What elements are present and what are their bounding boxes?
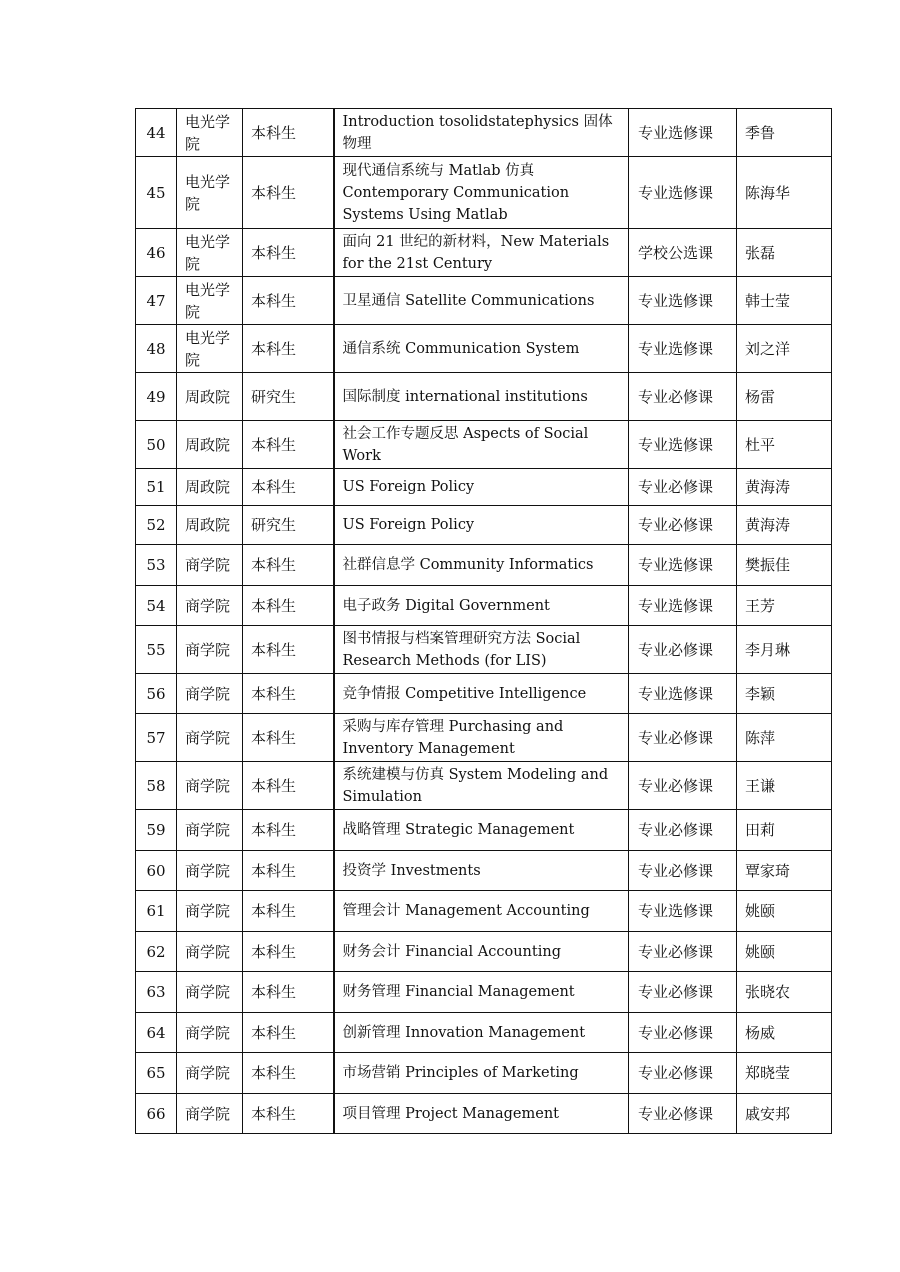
table-row (136, 421, 832, 469)
teacher-cell: 黄海涛 (737, 506, 832, 545)
teacher-cell: 姚颐 (737, 932, 832, 972)
course-name-cell: 采购与库存管理 Purchasing and Inventory Management (334, 714, 629, 762)
student-level-cell: 本科生 (243, 626, 334, 674)
table-row (136, 469, 832, 506)
teacher-cell: 陈萍 (737, 714, 832, 762)
course-type-cell: 专业必修课 (629, 1094, 737, 1134)
row-number: 59 (136, 810, 177, 851)
college-cell: 商学院 (177, 1053, 243, 1094)
student-level-cell: 本科生 (243, 762, 334, 810)
table-row (136, 506, 832, 545)
course-name-cell: 社会工作专题反思 Aspects of Social Work (334, 421, 629, 469)
row-number: 44 (136, 109, 177, 157)
teacher-cell: 覃家琦 (737, 851, 832, 891)
course-name-cell: 市场营销 Principles of Marketing (334, 1053, 629, 1094)
college-cell: 商学院 (177, 714, 243, 762)
student-level-cell: 本科生 (243, 714, 334, 762)
row-number: 49 (136, 373, 177, 421)
course-name-cell: 战略管理 Strategic Management (334, 810, 629, 851)
teacher-cell: 李月琳 (737, 626, 832, 674)
course-name-cell: 管理会计 Management Accounting (334, 891, 629, 932)
student-level-cell: 本科生 (243, 157, 334, 229)
table-row (136, 810, 832, 851)
row-number: 61 (136, 891, 177, 932)
student-level-cell: 本科生 (243, 586, 334, 626)
row-number: 48 (136, 325, 177, 373)
course-name-cell: 财务会计 Financial Accounting (334, 932, 629, 972)
student-level-cell: 本科生 (243, 469, 334, 506)
student-level-cell: 本科生 (243, 109, 334, 157)
course-name-cell: 电子政务 Digital Government (334, 586, 629, 626)
course-type-cell: 专业必修课 (629, 1013, 737, 1053)
course-type-cell: 专业选修课 (629, 545, 737, 586)
course-type-cell: 专业必修课 (629, 1053, 737, 1094)
table-body (136, 109, 832, 1134)
row-number: 51 (136, 469, 177, 506)
student-level-cell: 本科生 (243, 674, 334, 714)
course-type-cell: 专业选修课 (629, 674, 737, 714)
student-level-cell: 本科生 (243, 545, 334, 586)
college-cell: 商学院 (177, 1094, 243, 1134)
table-row (136, 762, 832, 810)
student-level-cell: 本科生 (243, 932, 334, 972)
college-cell: 商学院 (177, 932, 243, 972)
college-cell: 商学院 (177, 545, 243, 586)
student-level-cell: 本科生 (243, 421, 334, 469)
row-number: 63 (136, 972, 177, 1013)
course-name-cell: 国际制度 international institutions (334, 373, 629, 421)
college-cell: 商学院 (177, 626, 243, 674)
course-type-cell: 专业必修课 (629, 373, 737, 421)
table-row (136, 932, 832, 972)
table-row (136, 277, 832, 325)
table-row (136, 586, 832, 626)
student-level-cell: 本科生 (243, 1053, 334, 1094)
row-number: 64 (136, 1013, 177, 1053)
table-row (136, 109, 832, 157)
table-row (136, 1013, 832, 1053)
student-level-cell: 研究生 (243, 373, 334, 421)
course-type-cell: 专业必修课 (629, 469, 737, 506)
table-row (136, 972, 832, 1013)
table-row (136, 1053, 832, 1094)
course-name-cell: US Foreign Policy (334, 469, 629, 506)
teacher-cell: 张磊 (737, 229, 832, 277)
college-cell: 周政院 (177, 506, 243, 545)
table-row (136, 626, 832, 674)
course-type-cell: 专业必修课 (629, 714, 737, 762)
teacher-cell: 杜平 (737, 421, 832, 469)
course-name-cell: US Foreign Policy (334, 506, 629, 545)
college-cell: 电光学院 (177, 229, 243, 277)
student-level-cell: 本科生 (243, 325, 334, 373)
college-cell: 周政院 (177, 373, 243, 421)
table-row (136, 373, 832, 421)
college-cell: 电光学院 (177, 277, 243, 325)
course-type-cell: 专业必修课 (629, 626, 737, 674)
row-number: 47 (136, 277, 177, 325)
table-row (136, 157, 832, 229)
row-number: 56 (136, 674, 177, 714)
row-number: 46 (136, 229, 177, 277)
course-name-cell: 系统建模与仿真 System Modeling and Simulation (334, 762, 629, 810)
college-cell: 电光学院 (177, 109, 243, 157)
teacher-cell: 刘之洋 (737, 325, 832, 373)
row-number: 55 (136, 626, 177, 674)
row-number: 60 (136, 851, 177, 891)
college-cell: 商学院 (177, 810, 243, 851)
teacher-cell: 韩士莹 (737, 277, 832, 325)
college-cell: 电光学院 (177, 325, 243, 373)
college-cell: 商学院 (177, 972, 243, 1013)
course-type-cell: 专业选修课 (629, 157, 737, 229)
course-type-cell: 专业选修课 (629, 586, 737, 626)
teacher-cell: 李颖 (737, 674, 832, 714)
course-type-cell: 学校公选课 (629, 229, 737, 277)
row-number: 50 (136, 421, 177, 469)
teacher-cell: 姚颐 (737, 891, 832, 932)
course-name-cell: 社群信息学 Community Informatics (334, 545, 629, 586)
course-name-cell: 投资学 Investments (334, 851, 629, 891)
college-cell: 周政院 (177, 421, 243, 469)
course-name-cell: 现代通信系统与 Matlab 仿真 Contemporary Communication Systems Using Matlab (334, 157, 629, 229)
college-cell: 电光学院 (177, 157, 243, 229)
teacher-cell: 杨威 (737, 1013, 832, 1053)
teacher-cell: 田莉 (737, 810, 832, 851)
course-type-cell: 专业选修课 (629, 277, 737, 325)
table-row (136, 714, 832, 762)
teacher-cell: 杨雷 (737, 373, 832, 421)
course-name-cell: 卫星通信 Satellite Communications (334, 277, 629, 325)
course-name-cell: 面向 21 世纪的新材料，New Materials for the 21st Century (334, 229, 629, 277)
row-number: 65 (136, 1053, 177, 1094)
course-type-cell: 专业必修课 (629, 932, 737, 972)
college-cell: 商学院 (177, 1013, 243, 1053)
table-row (136, 891, 832, 932)
teacher-cell: 季鲁 (737, 109, 832, 157)
college-cell: 商学院 (177, 851, 243, 891)
teacher-cell: 郑晓莹 (737, 1053, 832, 1094)
student-level-cell: 本科生 (243, 229, 334, 277)
student-level-cell: 本科生 (243, 972, 334, 1013)
college-cell: 商学院 (177, 586, 243, 626)
student-level-cell: 本科生 (243, 891, 334, 932)
table-row (136, 674, 832, 714)
row-number: 45 (136, 157, 177, 229)
teacher-cell: 王芳 (737, 586, 832, 626)
college-cell: 周政院 (177, 469, 243, 506)
row-number: 58 (136, 762, 177, 810)
course-name-cell: Introduction tosolidstatephysics 固体物理 (334, 109, 629, 157)
row-number: 53 (136, 545, 177, 586)
row-number: 57 (136, 714, 177, 762)
student-level-cell: 本科生 (243, 1013, 334, 1053)
table-row (136, 229, 832, 277)
student-level-cell: 本科生 (243, 1094, 334, 1134)
table-row (136, 851, 832, 891)
course-type-cell: 专业必修课 (629, 810, 737, 851)
teacher-cell: 王谦 (737, 762, 832, 810)
course-name-cell: 创新管理 Innovation Management (334, 1013, 629, 1053)
course-type-cell: 专业选修课 (629, 891, 737, 932)
teacher-cell: 黄海涛 (737, 469, 832, 506)
teacher-cell: 戚安邦 (737, 1094, 832, 1134)
course-name-cell: 财务管理 Financial Management (334, 972, 629, 1013)
table-row (136, 325, 832, 373)
table-row (136, 545, 832, 586)
row-number: 54 (136, 586, 177, 626)
course-type-cell: 专业必修课 (629, 851, 737, 891)
course-name-cell: 项目管理 Project Management (334, 1094, 629, 1134)
college-cell: 商学院 (177, 891, 243, 932)
course-type-cell: 专业选修课 (629, 109, 737, 157)
student-level-cell: 研究生 (243, 506, 334, 545)
course-name-cell: 通信系统 Communication System (334, 325, 629, 373)
teacher-cell: 樊振佳 (737, 545, 832, 586)
student-level-cell: 本科生 (243, 851, 334, 891)
course-type-cell: 专业选修课 (629, 325, 737, 373)
row-number: 66 (136, 1094, 177, 1134)
course-name-cell: 图书情报与档案管理研究方法 Social Research Methods (for LIS) (334, 626, 629, 674)
course-type-cell: 专业必修课 (629, 972, 737, 1013)
course-type-cell: 专业选修课 (629, 421, 737, 469)
course-type-cell: 专业必修课 (629, 762, 737, 810)
teacher-cell: 陈海华 (737, 157, 832, 229)
student-level-cell: 本科生 (243, 810, 334, 851)
table-row (136, 1094, 832, 1134)
college-cell: 商学院 (177, 674, 243, 714)
row-number: 62 (136, 932, 177, 972)
teacher-cell: 张晓农 (737, 972, 832, 1013)
row-number: 52 (136, 506, 177, 545)
college-cell: 商学院 (177, 762, 243, 810)
course-table (135, 108, 832, 1134)
course-type-cell: 专业必修课 (629, 506, 737, 545)
course-name-cell: 竞争情报 Competitive Intelligence (334, 674, 629, 714)
student-level-cell: 本科生 (243, 277, 334, 325)
